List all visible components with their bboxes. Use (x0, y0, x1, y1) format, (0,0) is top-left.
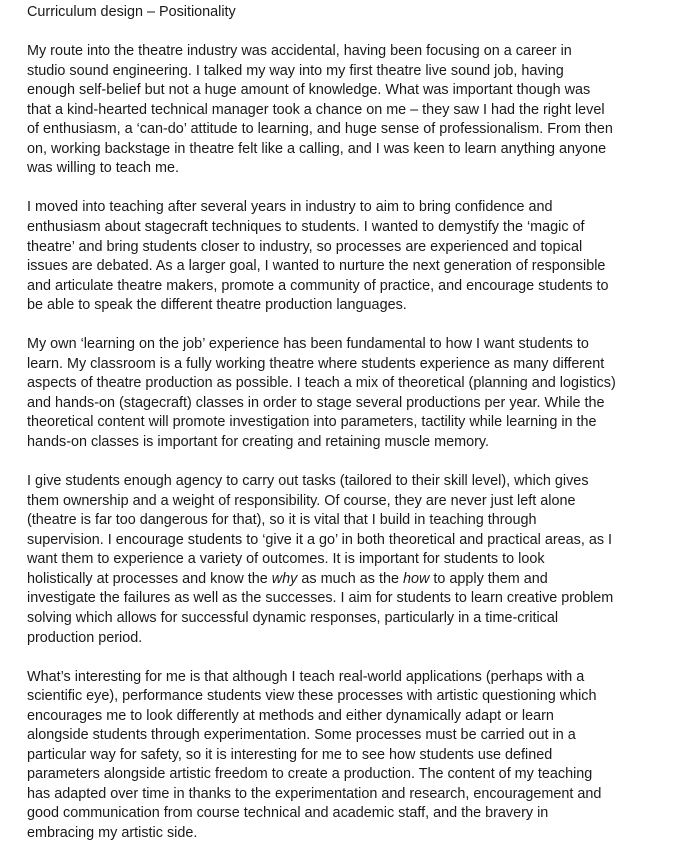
text-run: holistically at processes and know the (27, 570, 272, 587)
text-line: hands-on classes is important for creating and retaining muscle memory. (27, 434, 490, 451)
text-line: theoretical content will promote investigation into parameters, tactility while learning in the (27, 414, 597, 431)
text-line: good communication from course technical and academic staff, and the bravery in (27, 805, 549, 822)
text-line: aspects of theatre production as possible. I teach a mix of theoretical (planning and logistics) (27, 375, 616, 392)
paragraph-moving-into-teaching (27, 198, 687, 315)
text-line: that a kind-hearted technical manager took a chance on me – they saw I had the right level (27, 101, 605, 118)
text-line: My own ‘learning on the job’ experience has been fundamental to how I want students to (27, 336, 589, 353)
text-line: alongside students through experimentation. Some processes must be carried out in a (27, 727, 576, 744)
text-line: on, working backstage in theatre felt like a calling, and I was keen to learn anything anyone (27, 140, 607, 157)
text-line: investigate the failures as well as the successes. I aim for students to learn creative problem (27, 590, 614, 607)
text-line: scientific eye), performance students view these processes with artistic questioning which (27, 688, 597, 705)
text-line: What’s interesting for me is that although I teach real-world applications (perhaps with a (27, 668, 585, 685)
text-line: parameters alongside artistic freedom to create a production. The content of my teaching (27, 766, 593, 783)
text-line: I moved into teaching after several years in industry to aim to bring confidence and (27, 199, 553, 216)
emphasis-why: why (271, 570, 298, 587)
text-line: studio sound engineering. I talked my way into my first theatre live sound job, having (27, 62, 564, 79)
text-line: and articulate theatre makers, promote a community of practice, and encourage students to (27, 277, 609, 294)
text-line: and hands-on (stagecraft) classes in order to stage several productions per year. While the (27, 394, 605, 411)
text-line: solving which allows for successful dynamic responses, particularly in a time-critical (27, 609, 559, 626)
paragraph-student-agency (27, 472, 687, 648)
text-run: as much as the (297, 570, 403, 587)
text-line: I give students enough agency to carry out tasks (tailored to their skill level), which gives (27, 473, 589, 490)
text-line: My route into the theatre industry was accidental, having been focusing on a career in (27, 43, 572, 60)
text-line-with-emphasis (27, 570, 687, 590)
text-line: (theatre is far too dangerous for that), so it is vital that I build in teaching through (27, 512, 537, 529)
text-run: to apply them and (429, 570, 548, 587)
text-line: was willing to teach me. (27, 160, 179, 177)
text-line: want them to experience a variety of outcomes. It is important for students to look (27, 551, 545, 568)
text-line: supervision. I encourage students to ‘give it a go’ in both theoretical and practical areas, as I (27, 531, 613, 548)
document-title: Curriculum design – Positionality (27, 4, 236, 20)
emphasis-how: how (402, 570, 430, 587)
text-line: them ownership and a weight of responsibility. Of course, they are never just left alone (27, 492, 576, 509)
text-line: has adapted over time in thanks to the experimentation and research, encouragement and (27, 785, 602, 802)
text-line: particular way for safety, so it is interesting for me to see how students use defined (27, 746, 553, 763)
text-line: enthusiasm about stagecraft techniques to students. I wanted to demystify the ‘magic of (27, 219, 585, 236)
paragraph-artistic-questioning (27, 668, 687, 844)
document-page (27, 3, 687, 844)
text-line: encourages me to look differently at methods and either dynamically adapt or learn (27, 707, 554, 724)
text-line: embracing my artistic side. (27, 824, 198, 841)
paragraph-learning-on-the-job (27, 335, 687, 452)
text-line: be able to speak the different theatre production languages. (27, 297, 407, 314)
text-line: production period. (27, 629, 143, 646)
text-line: of enthusiasm, a ‘can-do’ attitude to learning, and huge sense of professionalism. From then (27, 121, 613, 138)
text-line: enough self-belief but not a huge amount of knowledge. What was important though was (27, 82, 591, 99)
paragraph-route-into-theatre (27, 42, 687, 179)
text-line: learn. My classroom is a fully working theatre where students experience as many different (27, 355, 605, 372)
text-line: issues are debated. As a larger goal, I wanted to nurture the next generation of responsible (27, 258, 606, 275)
text-line: theatre’ and bring students closer to industry, so processes are experienced and topical (27, 238, 583, 255)
